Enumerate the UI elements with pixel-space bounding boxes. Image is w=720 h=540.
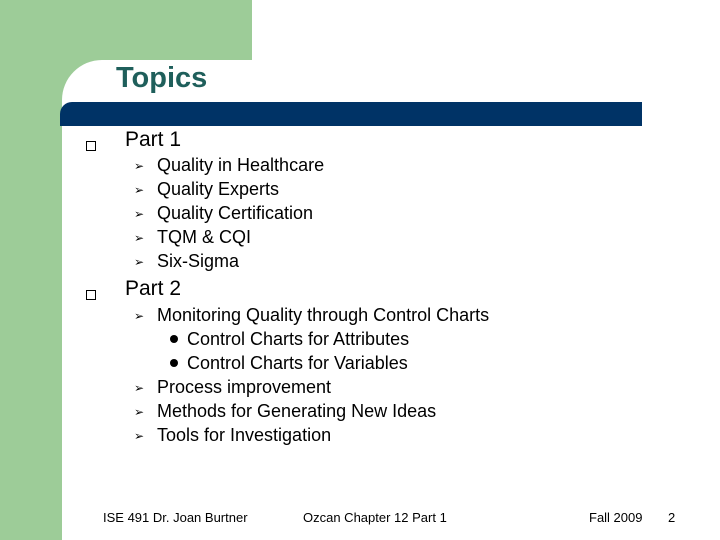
round-bullet-icon	[170, 335, 178, 343]
decorative-green-strip	[0, 0, 62, 540]
slide-title: Topics	[116, 62, 208, 94]
sub-list-item: Control Charts for Variables	[187, 353, 408, 373]
list-item: Tools for Investigation	[157, 425, 332, 445]
list-item: Methods for Generating New Ideas	[157, 401, 437, 421]
arrow-bullet-icon: ➢	[134, 183, 145, 197]
arrow-bullet-icon: ➢	[134, 381, 145, 395]
arrow-bullet-icon: ➢	[134, 255, 145, 269]
footer-term: Fall 2009	[589, 510, 643, 525]
page-number: 2	[668, 510, 676, 525]
section-heading-part-2: Part 2	[125, 277, 182, 300]
arrow-bullet-icon: ➢	[134, 405, 145, 419]
round-bullet-icon	[170, 359, 178, 367]
arrow-bullet-icon: ➢	[134, 231, 145, 245]
footer-course: ISE 491 Dr. Joan Burtner	[103, 510, 248, 525]
list-item: Monitoring Quality through Control Charts	[157, 305, 490, 325]
list-item: Quality Experts	[157, 179, 280, 199]
list-item: Process improvement	[157, 377, 332, 397]
arrow-bullet-icon: ➢	[134, 429, 145, 443]
arrow-bullet-icon: ➢	[134, 309, 145, 323]
list-item: Six-Sigma	[157, 251, 240, 271]
arrow-bullet-icon: ➢	[134, 159, 145, 173]
footer-chapter: Ozcan Chapter 12 Part 1	[303, 510, 447, 525]
list-item: Quality in Healthcare	[157, 155, 325, 175]
arrow-bullet-icon: ➢	[134, 207, 145, 221]
title-underline-bar	[60, 102, 642, 126]
square-bullet-icon	[86, 290, 96, 300]
section-heading-part-1: Part 1	[125, 128, 182, 151]
list-item: Quality Certification	[157, 203, 314, 223]
sub-list-item: Control Charts for Attributes	[187, 329, 410, 349]
square-bullet-icon	[86, 141, 96, 151]
list-item: TQM & CQI	[157, 227, 251, 247]
